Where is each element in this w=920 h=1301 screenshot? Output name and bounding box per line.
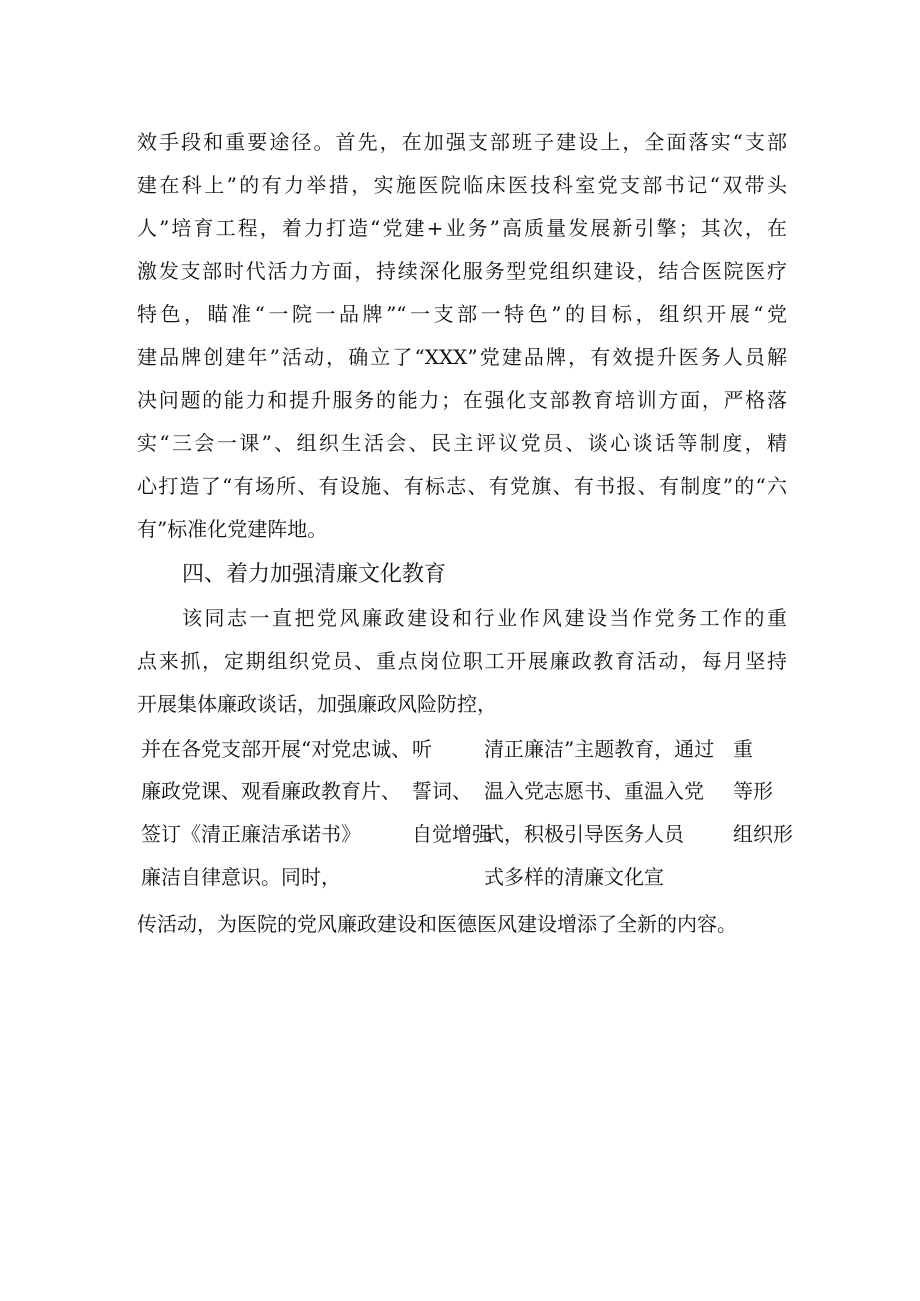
paragraph-line: 激发支部时代活力方面，持续深化服务型党组织建设，结合医院医疗 bbox=[137, 259, 787, 283]
paragraph-line: 实“三会一课”、组织生活会、民主评议党员、谈心谈话等制度，精 bbox=[137, 431, 787, 455]
paragraph-line: 效手段和重要途径。首先，在加强支部班子建设上，全面落实“支部 bbox=[137, 130, 787, 154]
column-row bbox=[137, 863, 797, 891]
paragraph-line: 特色，瞄准“一院一品牌”“一支部一特色”的目标，组织开展“党 bbox=[137, 302, 787, 326]
column-row bbox=[137, 777, 797, 805]
column-cell: 等形 bbox=[733, 779, 773, 803]
paragraph-line: 有”标准化党建阵地。 bbox=[137, 517, 328, 541]
paragraph-line: 人”培育工程，着力打造“党建+业务”高质量发展新引擎；其次，在 bbox=[137, 216, 787, 240]
column-cell: 清正廉洁”主题教育，通过 bbox=[484, 737, 715, 761]
column-cell: 式，积极引导医务人员 bbox=[484, 822, 684, 846]
paragraph-line: 点来抓，定期组织党员、重点岗位职工开展廉政教育活动，每月坚持 bbox=[137, 649, 787, 673]
paragraph-line: 该同志一直把党风廉政建设和行业作风建设当作党务工作的重 bbox=[182, 606, 787, 630]
column-cell: 组织形 bbox=[733, 822, 793, 846]
paragraph-line: 开展集体廉政谈话，加强廉政风险防控， bbox=[137, 692, 497, 716]
column-row bbox=[137, 735, 797, 763]
column-cell: 温入党志愿书、重温入党 bbox=[484, 779, 704, 803]
paragraph-line: 建品牌创建年”活动，确立了“XXX”党建品牌，有效提升医务人员解 bbox=[137, 345, 787, 369]
column-cell: 听 bbox=[412, 737, 432, 761]
column-cell: 式多样的清廉文化宣 bbox=[484, 865, 664, 889]
section-heading: 四、着力加强清廉文化教育 bbox=[182, 562, 447, 587]
column-cell: 签订《清正廉洁承诺书》 bbox=[141, 822, 361, 846]
paragraph-line: 心打造了“有场所、有设施、有标志、有党旗、有书报、有制度”的“六 bbox=[137, 474, 787, 498]
column-cell: 自觉增强 bbox=[412, 822, 492, 846]
paragraph-line: 建在科上”的有力举措，实施医院临床医技科室党支部书记“双带头 bbox=[137, 173, 787, 197]
paragraph-line: 传活动，为医院的党风廉政建设和医德医风建设增添了全新的内容。 bbox=[137, 912, 737, 936]
column-cell: 誓词、 bbox=[412, 779, 472, 803]
column-cell: 重 bbox=[733, 737, 753, 761]
paragraph-line: 决问题的能力和提升服务的能力；在强化支部教育培训方面，严格落 bbox=[137, 388, 787, 412]
column-cell: 廉洁自律意识。同时， bbox=[141, 865, 341, 889]
column-cell: 廉政党课、观看廉政教育片、 bbox=[141, 779, 401, 803]
column-row bbox=[137, 820, 797, 848]
column-cell: 并在各党支部开展“对党忠诚、 bbox=[141, 737, 412, 761]
